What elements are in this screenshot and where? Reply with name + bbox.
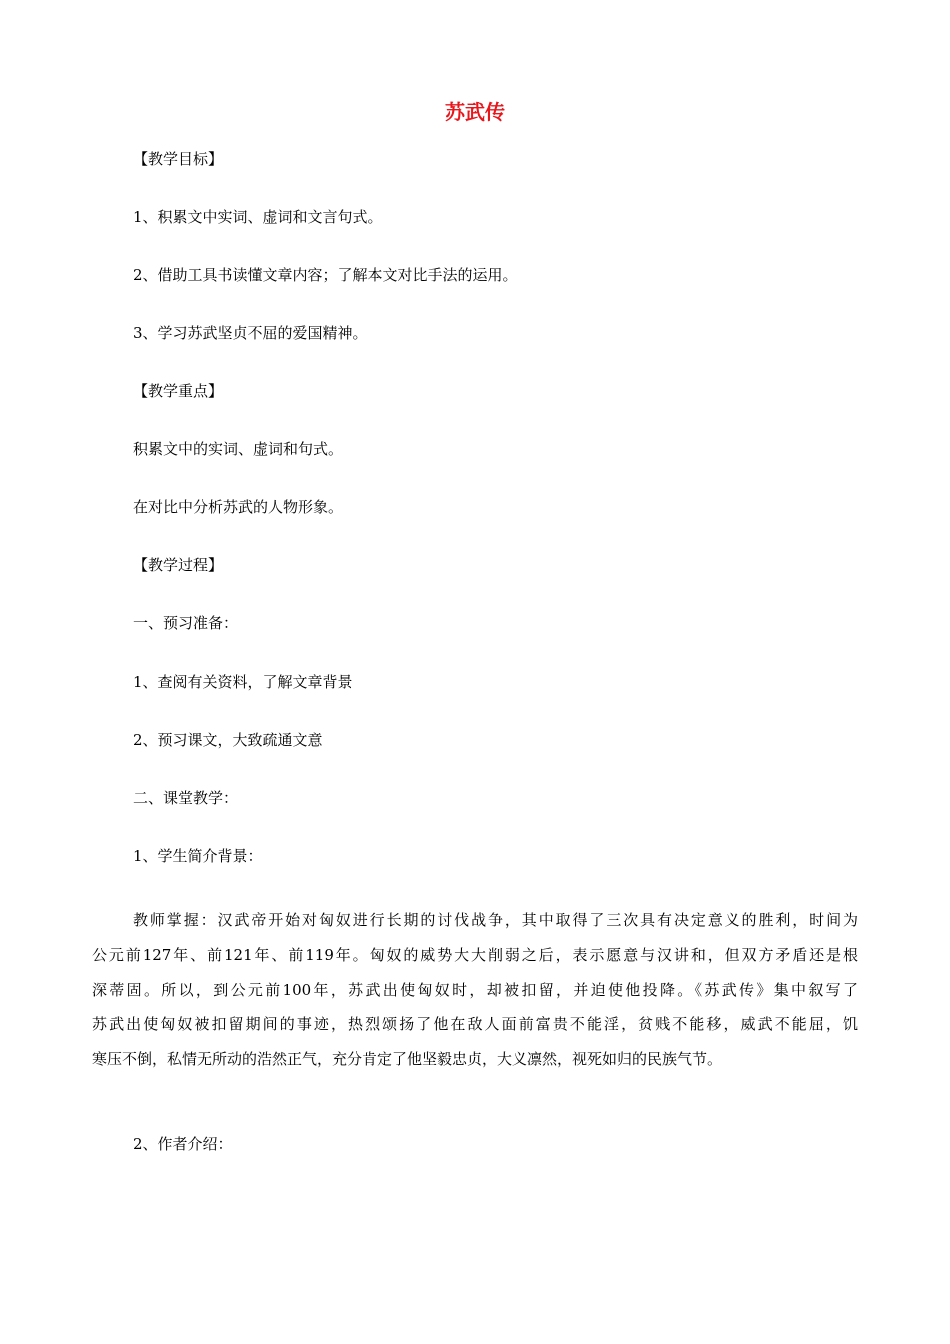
paragraph-line: 教师掌握：汉武帝开始对匈奴进行长期的讨伐战争，其中取得了三次具有决定意义的胜利，时间为 [133,911,858,929]
classroom-item-1: 1、学生简介背景： [133,847,263,865]
process-step-classroom: 二、课堂教学： [133,789,239,807]
background-paragraph [92,903,858,1077]
section-heading-objectives: 【教学目标】 [133,150,224,168]
objective-item-1: 1、积累文中实词、虚词和文言句式。 [133,208,383,226]
paragraph-line: 公元前127年、前121年、前119年。匈奴的威势大大削弱之后，表示愿意与汉讲和，但双方矛盾还是根 [92,945,858,964]
preview-item-1: 1、查阅有关资料，了解文章背景 [133,673,353,691]
preview-item-2: 2、预习课文，大致疏通文意 [133,731,323,749]
document-title: 苏武传 [445,100,505,124]
key-point-2: 在对比中分析苏武的人物形象。 [133,498,344,516]
paragraph-line: 深蒂固。所以，到公元前100年，苏武出使匈奴时，却被扣留，并迫使他投降。《苏武传》集中叙写了 [92,980,858,999]
objective-item-3: 3、学习苏武坚贞不屈的爱国精神。 [133,324,368,342]
classroom-item-2: 2、作者介绍： [133,1135,233,1153]
process-step-preview: 一、预习准备： [133,614,239,632]
objective-item-2: 2、借助工具书读懂文章内容；了解本文对比手法的运用。 [133,266,518,284]
paragraph-line: 苏武出使匈奴被扣留期间的事迹，热烈颂扬了他在敌人面前富贵不能淫，贫贱不能移，威武不能屈，饥 [92,1015,858,1034]
section-heading-process: 【教学过程】 [133,556,224,574]
paragraph-line: 寒压不倒，私情无所动的浩然正气，充分肯定了他坚毅忠贞，大义凛然，视死如归的民族气节。 [92,1050,723,1069]
section-heading-key-points: 【教学重点】 [133,382,224,400]
key-point-1: 积累文中的实词、虚词和句式。 [133,440,344,458]
